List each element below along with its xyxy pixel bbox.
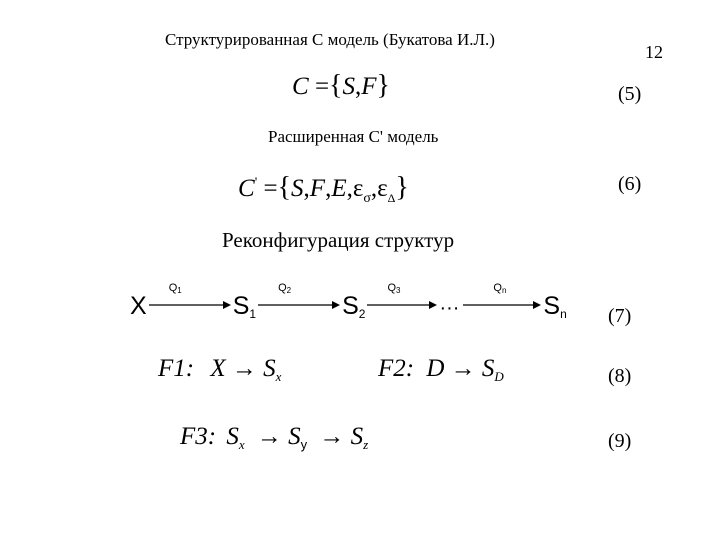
eq9-sub-z: z	[363, 437, 369, 452]
eq7-dots: ···	[439, 297, 460, 319]
label-q3: $Q_3$	[387, 282, 401, 295]
title-structured-model: Структурированная С модель (Букатова И.Л.)	[165, 30, 495, 49]
equation-6	[238, 172, 409, 207]
eq7-s2: $S_2$	[342, 292, 366, 321]
eq6-f: F	[309, 175, 326, 202]
eq6-brace-open: {	[277, 172, 292, 203]
arrow-qn	[463, 282, 541, 314]
arrow-q2	[258, 282, 340, 314]
eq7-sn: $S_n$	[543, 292, 567, 321]
equation-7-number: (7)	[608, 305, 632, 327]
eq7-x: X	[130, 292, 147, 320]
equation-8-f1	[158, 355, 281, 385]
arrow-right-icon	[463, 300, 541, 310]
eq6-brace-close: }	[395, 172, 409, 203]
arrow-right-icon	[367, 300, 437, 310]
eq9-s: S	[350, 423, 364, 450]
label-q1: $Q_1$	[168, 282, 182, 295]
eq6-delta-subscript: Δ	[387, 191, 396, 205]
equation-7	[130, 282, 567, 321]
eq8-arrow-icon: →	[231, 355, 257, 382]
eq5-s: S	[342, 73, 355, 100]
eq6-epsilon-sigma: ε	[352, 175, 364, 202]
eq8-f2-label: F2:	[378, 355, 415, 382]
eq6-comma: ,	[303, 175, 310, 202]
eq8-f1-label: F1:	[158, 355, 195, 382]
eq5-brace-open: {	[329, 70, 343, 101]
arrow-right-icon	[258, 300, 340, 310]
equation-5-number: (5)	[618, 83, 642, 105]
eq6-prime: '	[254, 175, 258, 191]
eq9-f3-label: F3:	[180, 423, 217, 450]
eq8-sub-d: D	[494, 369, 504, 384]
eq6-e: E	[331, 175, 347, 202]
eq6-comma: ,	[325, 175, 332, 202]
eq6-s: S	[291, 175, 304, 202]
eq8-d: D	[426, 355, 445, 382]
eq8-x: X	[210, 355, 226, 382]
equation-9	[180, 423, 368, 453]
eq7-s1: $S_1$	[232, 292, 257, 321]
eq6-comma: ,	[370, 175, 378, 202]
eq5-brace-close: }	[376, 70, 390, 101]
title-extended-model: Расширенная С' модель	[268, 127, 439, 146]
arrow-q1	[149, 282, 231, 314]
equation-5	[292, 70, 390, 102]
eq5-f: F	[361, 73, 377, 100]
eq5-comma: ,	[355, 73, 362, 100]
equation-8-number: (8)	[608, 365, 632, 387]
eq8-s: S	[481, 355, 495, 382]
eq6-comma: ,	[346, 175, 353, 202]
arrow-q3	[367, 282, 437, 314]
eq9-s: S	[288, 423, 301, 450]
eq9-s: S	[226, 423, 239, 450]
equation-9-number: (9)	[608, 430, 632, 452]
eq6-epsilon-delta: ε	[377, 175, 388, 202]
page-number: 12	[645, 42, 663, 62]
eq5-lhs: C	[292, 73, 309, 100]
eq9-sub-y: y	[300, 437, 308, 452]
eq6-sigma-subscript: σ	[363, 191, 371, 206]
label-qn: $Q_n$	[493, 282, 507, 295]
eq9-sub-x: x	[238, 437, 245, 452]
eq5-equals: =	[314, 73, 330, 100]
equation-8-f2	[378, 355, 504, 385]
eq8-arrow-icon: →	[450, 355, 476, 382]
equation-6-number: (6)	[618, 173, 642, 195]
eq6-lhs: C	[238, 175, 255, 202]
eq9-arrow-icon: →	[256, 423, 282, 450]
title-reconfiguration: Реконфигурация структур	[222, 228, 455, 252]
arrow-right-icon	[149, 300, 231, 310]
eq8-sub-x: x	[275, 369, 282, 384]
eq8-s: S	[263, 355, 276, 382]
eq9-arrow-icon: →	[319, 423, 345, 450]
label-q2: $Q_2$	[278, 282, 292, 295]
eq6-equals: =	[263, 175, 278, 202]
